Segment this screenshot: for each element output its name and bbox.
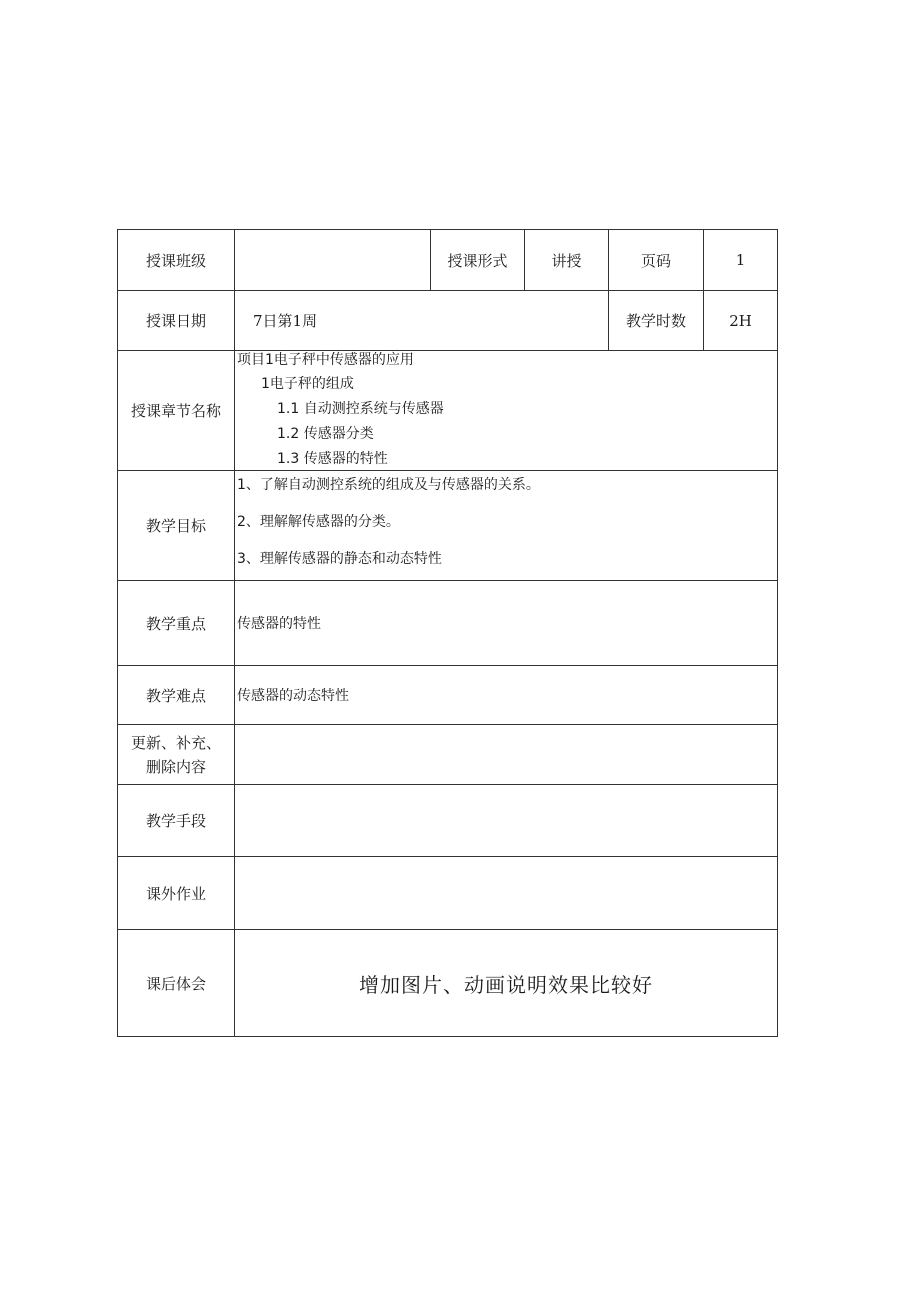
page-value: 1: [704, 230, 777, 291]
date-label: 授课日期: [118, 291, 235, 351]
key-points-value: 传感器的特性: [235, 581, 777, 666]
chapter-line-sub3: 1.3 传感器的特性: [277, 451, 388, 467]
form-value: 讲授: [525, 230, 609, 291]
chapter-line-section: 1电子秤的组成: [261, 376, 354, 392]
updates-label: [118, 725, 235, 785]
updates-label-line2: 删除内容: [145, 757, 206, 776]
updates-value: [235, 725, 777, 785]
difficult-points-value: 传感器的动态特性: [235, 666, 777, 725]
objectives-label: 教学目标: [118, 471, 235, 581]
difficult-points-label: 教学难点: [118, 666, 235, 725]
class-value: [235, 230, 431, 291]
class-label: 授课班级: [118, 230, 235, 291]
chapter-label: 授课章节名称: [118, 351, 235, 471]
methods-label: 教学手段: [118, 785, 235, 857]
updates-label-line1: 更新、补充、: [130, 733, 221, 752]
chapter-content: [235, 351, 777, 471]
chapter-line-sub1: 1.1 自动测控系统与传感器: [277, 401, 444, 417]
objective-item: 3、理解传感器的静态和动态特性: [237, 551, 442, 567]
homework-label: 课外作业: [118, 857, 235, 930]
objective-item: 2、理解解传感器的分类。: [237, 514, 400, 530]
date-value: 7日第1周: [235, 291, 609, 351]
objectives-content: [235, 471, 777, 581]
chapter-line-sub2: 1.2 传感器分类: [277, 426, 374, 442]
key-points-label: 教学重点: [118, 581, 235, 666]
hours-label: 教学时数: [609, 291, 704, 351]
hours-value: 2H: [704, 291, 777, 351]
reflection-value: 增加图片、动画说明效果比较好: [359, 972, 653, 997]
form-label: 授课形式: [431, 230, 525, 291]
methods-value: [235, 785, 777, 857]
page-label: 页码: [609, 230, 704, 291]
reflection-label: 课后体会: [118, 930, 235, 1036]
homework-value: [235, 857, 777, 930]
objective-item: 1、了解自动测控系统的组成及与传感器的关系。: [237, 477, 540, 493]
lesson-plan-table: [117, 229, 778, 1037]
chapter-line-project: 项目1电子秤中传感器的应用: [237, 352, 414, 368]
